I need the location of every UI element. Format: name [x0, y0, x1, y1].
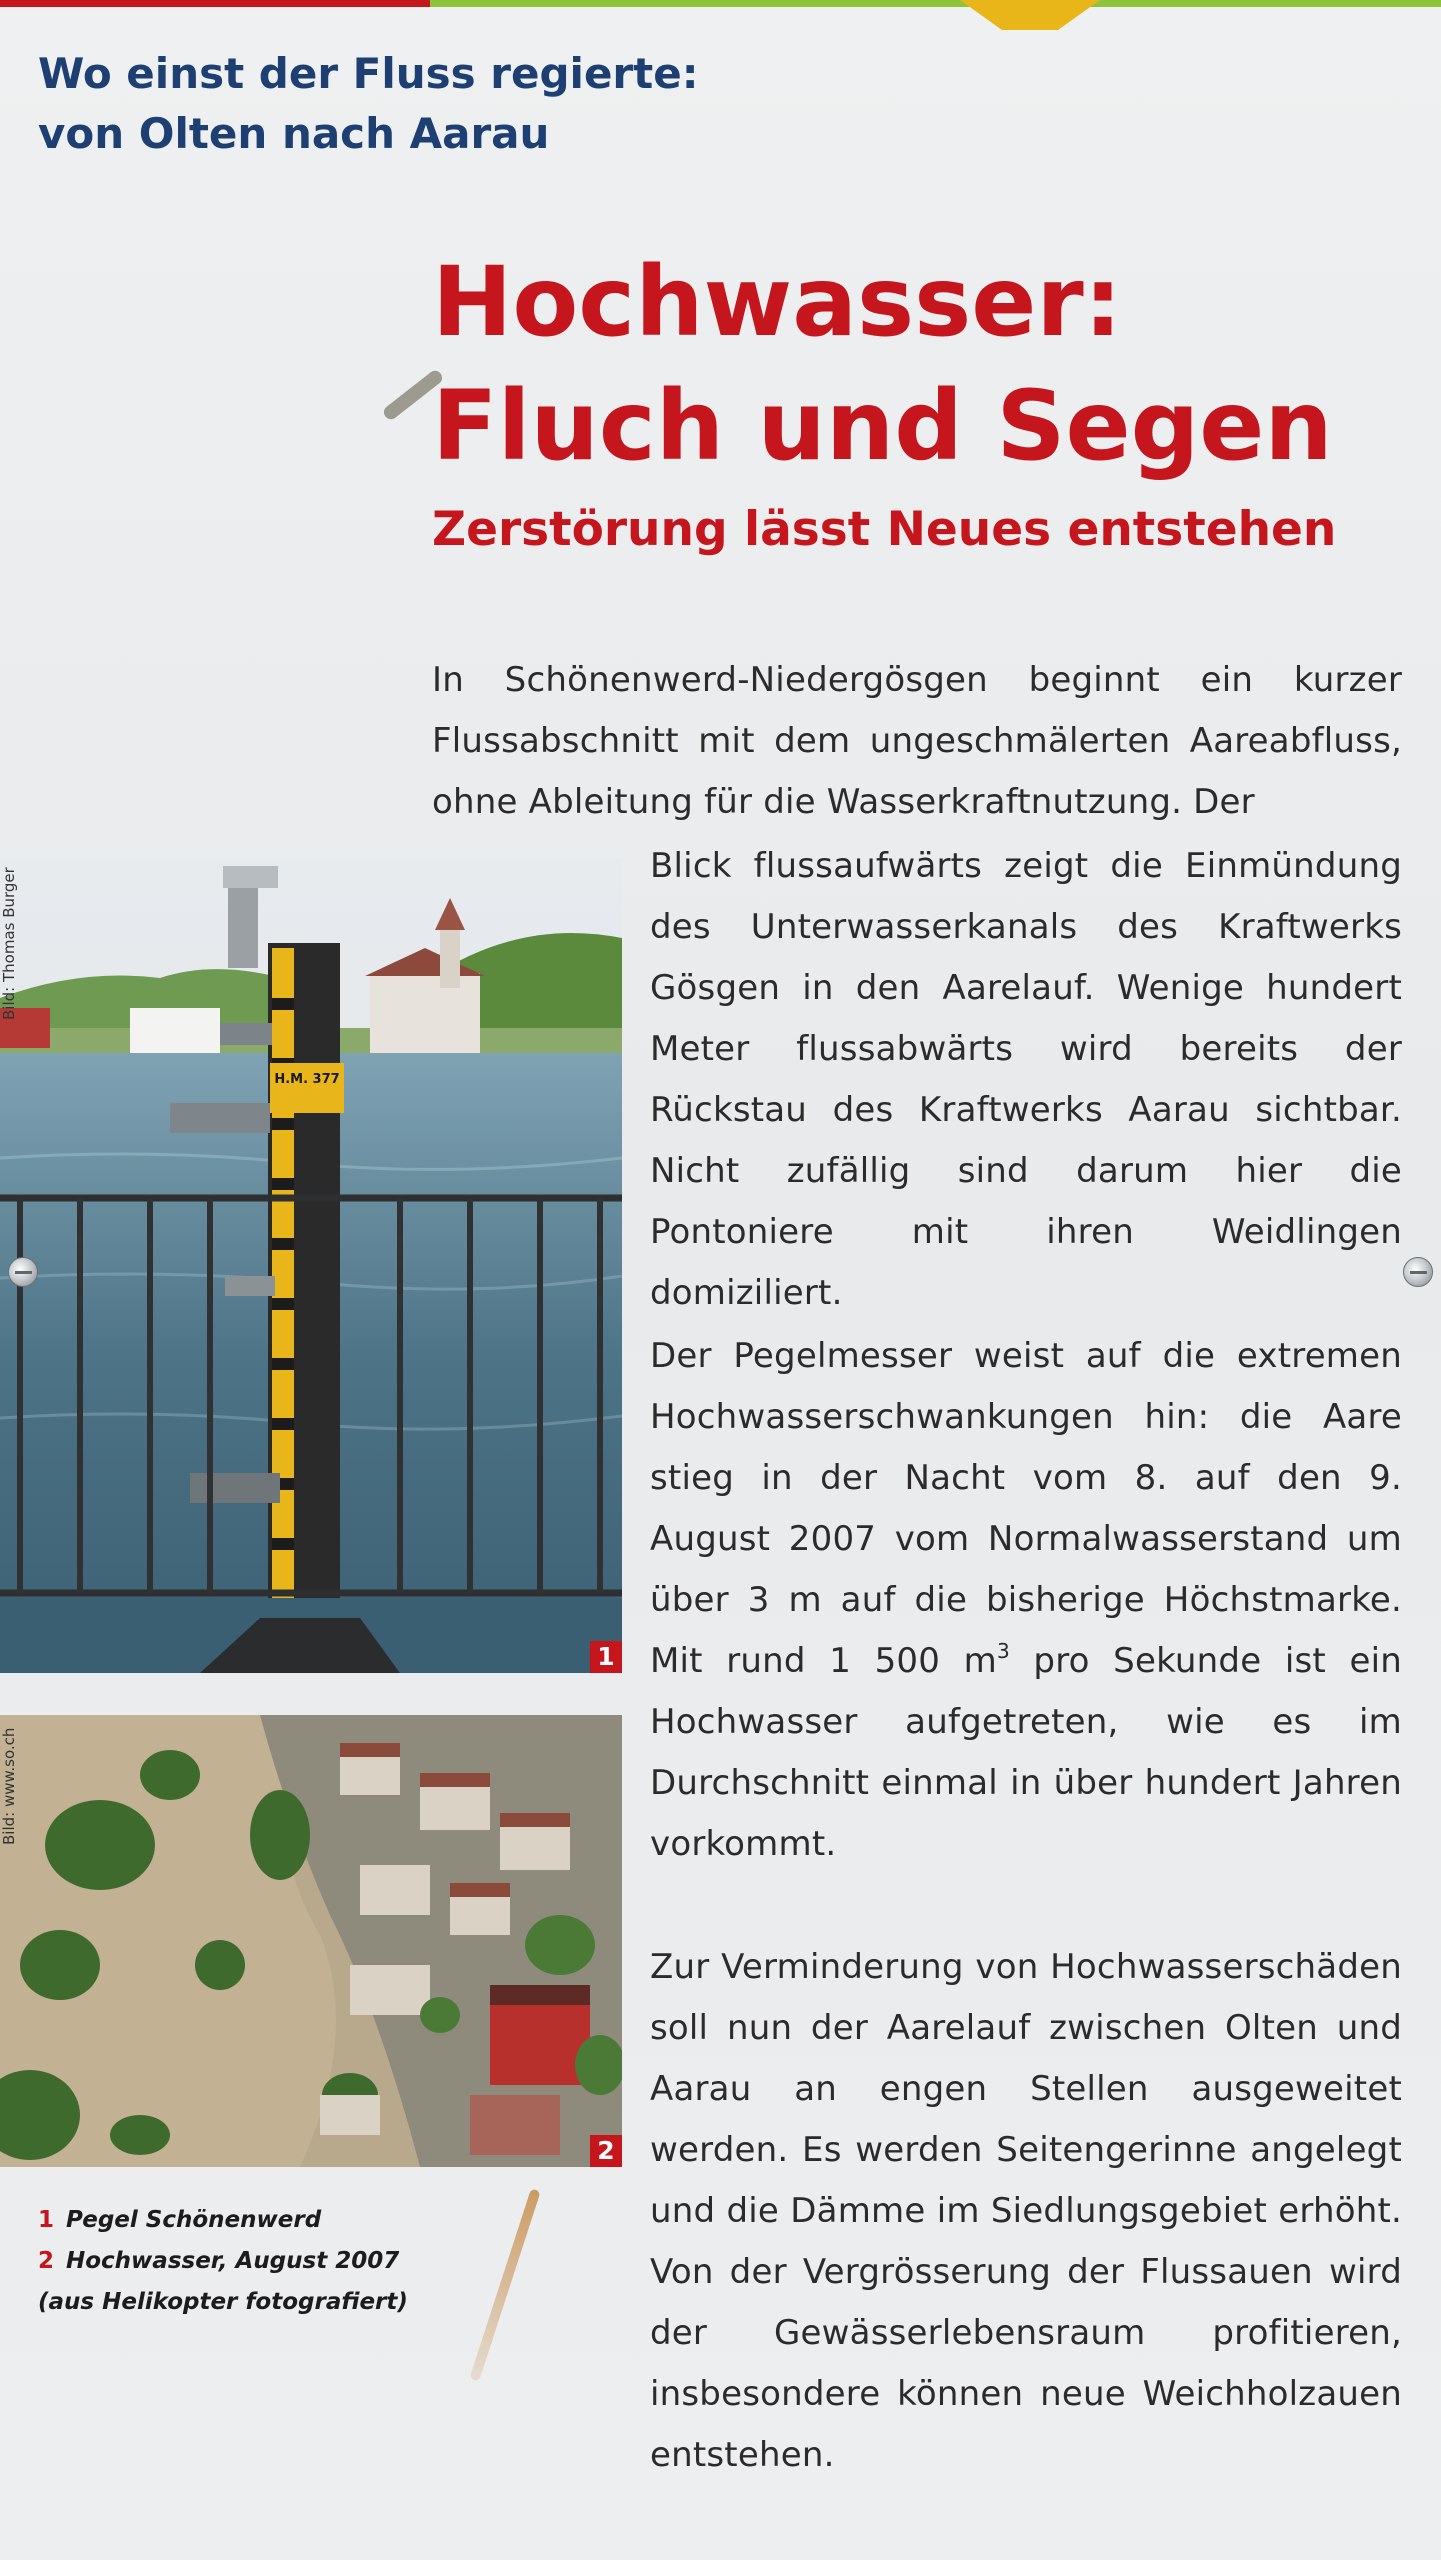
paragraph-2-part1: Der Pegelmesser weist auf die extremen Hochwasserschwankungen hin: die Aare stieg in der Nacht vom 8. auf den 9. August 2007 vom Normalwasserstand um über 3 m auf die bisherige Höchstmarke. Mit rund 1 500 m	[650, 1336, 1402, 1681]
top-bar-red-segment	[0, 0, 430, 7]
photo-2-number-badge: 2	[590, 2135, 622, 2167]
main-title	[432, 240, 1412, 488]
caption-2-number: 2	[38, 2248, 55, 2274]
caption-1-text: Pegel Schönenwerd	[66, 2207, 322, 2233]
mounting-screw-icon	[8, 1257, 38, 1287]
paragraph-1-intro: In Schönenwerd-Niedergösgen beginnt ein kurzer Flussabschnitt mit dem ungeschmälerten Aareabfluss, ohne Ableitung für die Wasserkraftnutzung. Der	[432, 660, 1402, 822]
series-title-line2: von Olten nach Aarau	[38, 109, 550, 158]
paragraph-2	[650, 1326, 1402, 1875]
photo-water-gauge	[0, 858, 622, 1673]
paragraph-1-continued: Blick flussaufwärts zeigt die Einmündung des Unterwasserkanals des Kraftwerks Gösgen in den Aarelauf. Wenige hundert Meter flussabwärts wird bereits der Rückstau des Kraftwerks Aarau sichtbar. Nicht zufällig sind darum hier die Pontoniere mit ihren Weidlingen domiziliert.	[650, 846, 1402, 1313]
mounting-screw-icon	[1403, 1257, 1433, 1287]
top-bar-yellow-marker	[960, 0, 1100, 30]
caption-2-note: (aus Helikopter fotografiert)	[38, 2289, 408, 2315]
main-title-line2: Fluch und Segen	[432, 370, 1333, 482]
caption-1-number: 1	[38, 2207, 55, 2233]
main-title-line1: Hochwasser:	[432, 246, 1123, 358]
cubic-superscript: 3	[996, 1639, 1010, 1663]
photo-1-credit: Bild: Thomas Burger	[0, 867, 18, 1020]
series-title-line1: Wo einst der Fluss regierte:	[38, 49, 699, 98]
series-title	[38, 44, 938, 164]
photo-2-credit: Bild: www.so.ch	[0, 1727, 18, 1845]
paragraph-2-part2: pro Sekunde ist ein Hochwasser aufgetreten, wie es im Durchschnitt einmal in über hundert Jahren vorkommt.	[650, 1641, 1402, 1864]
photo-1-number-badge: 1	[590, 1641, 622, 1673]
subtitle: Zerstörung lässt Neues entstehen	[432, 502, 1337, 557]
top-color-bar	[0, 0, 1441, 10]
caption-1	[38, 2200, 598, 2241]
photo-flood-aerial	[0, 1715, 622, 2167]
gauge-label: H.M. 377	[274, 1072, 340, 1087]
top-bar-green-segment	[430, 0, 1441, 7]
caption-2-text: Hochwasser, August 2007	[66, 2248, 400, 2274]
paragraph-3: Zur Verminderung von Hochwasserschäden soll nun der Aarelauf zwischen Olten und Aarau an engen Stellen ausgeweitet werden. Es werden Seitengerinne angelegt und die Dämme im Siedlungsgebiet erhöht. Von der Vergrösserung der Flussauen wird der Gewässerlebensraum profitieren, insbesondere können neue Weichholzauen entstehen.	[650, 1947, 1402, 2475]
